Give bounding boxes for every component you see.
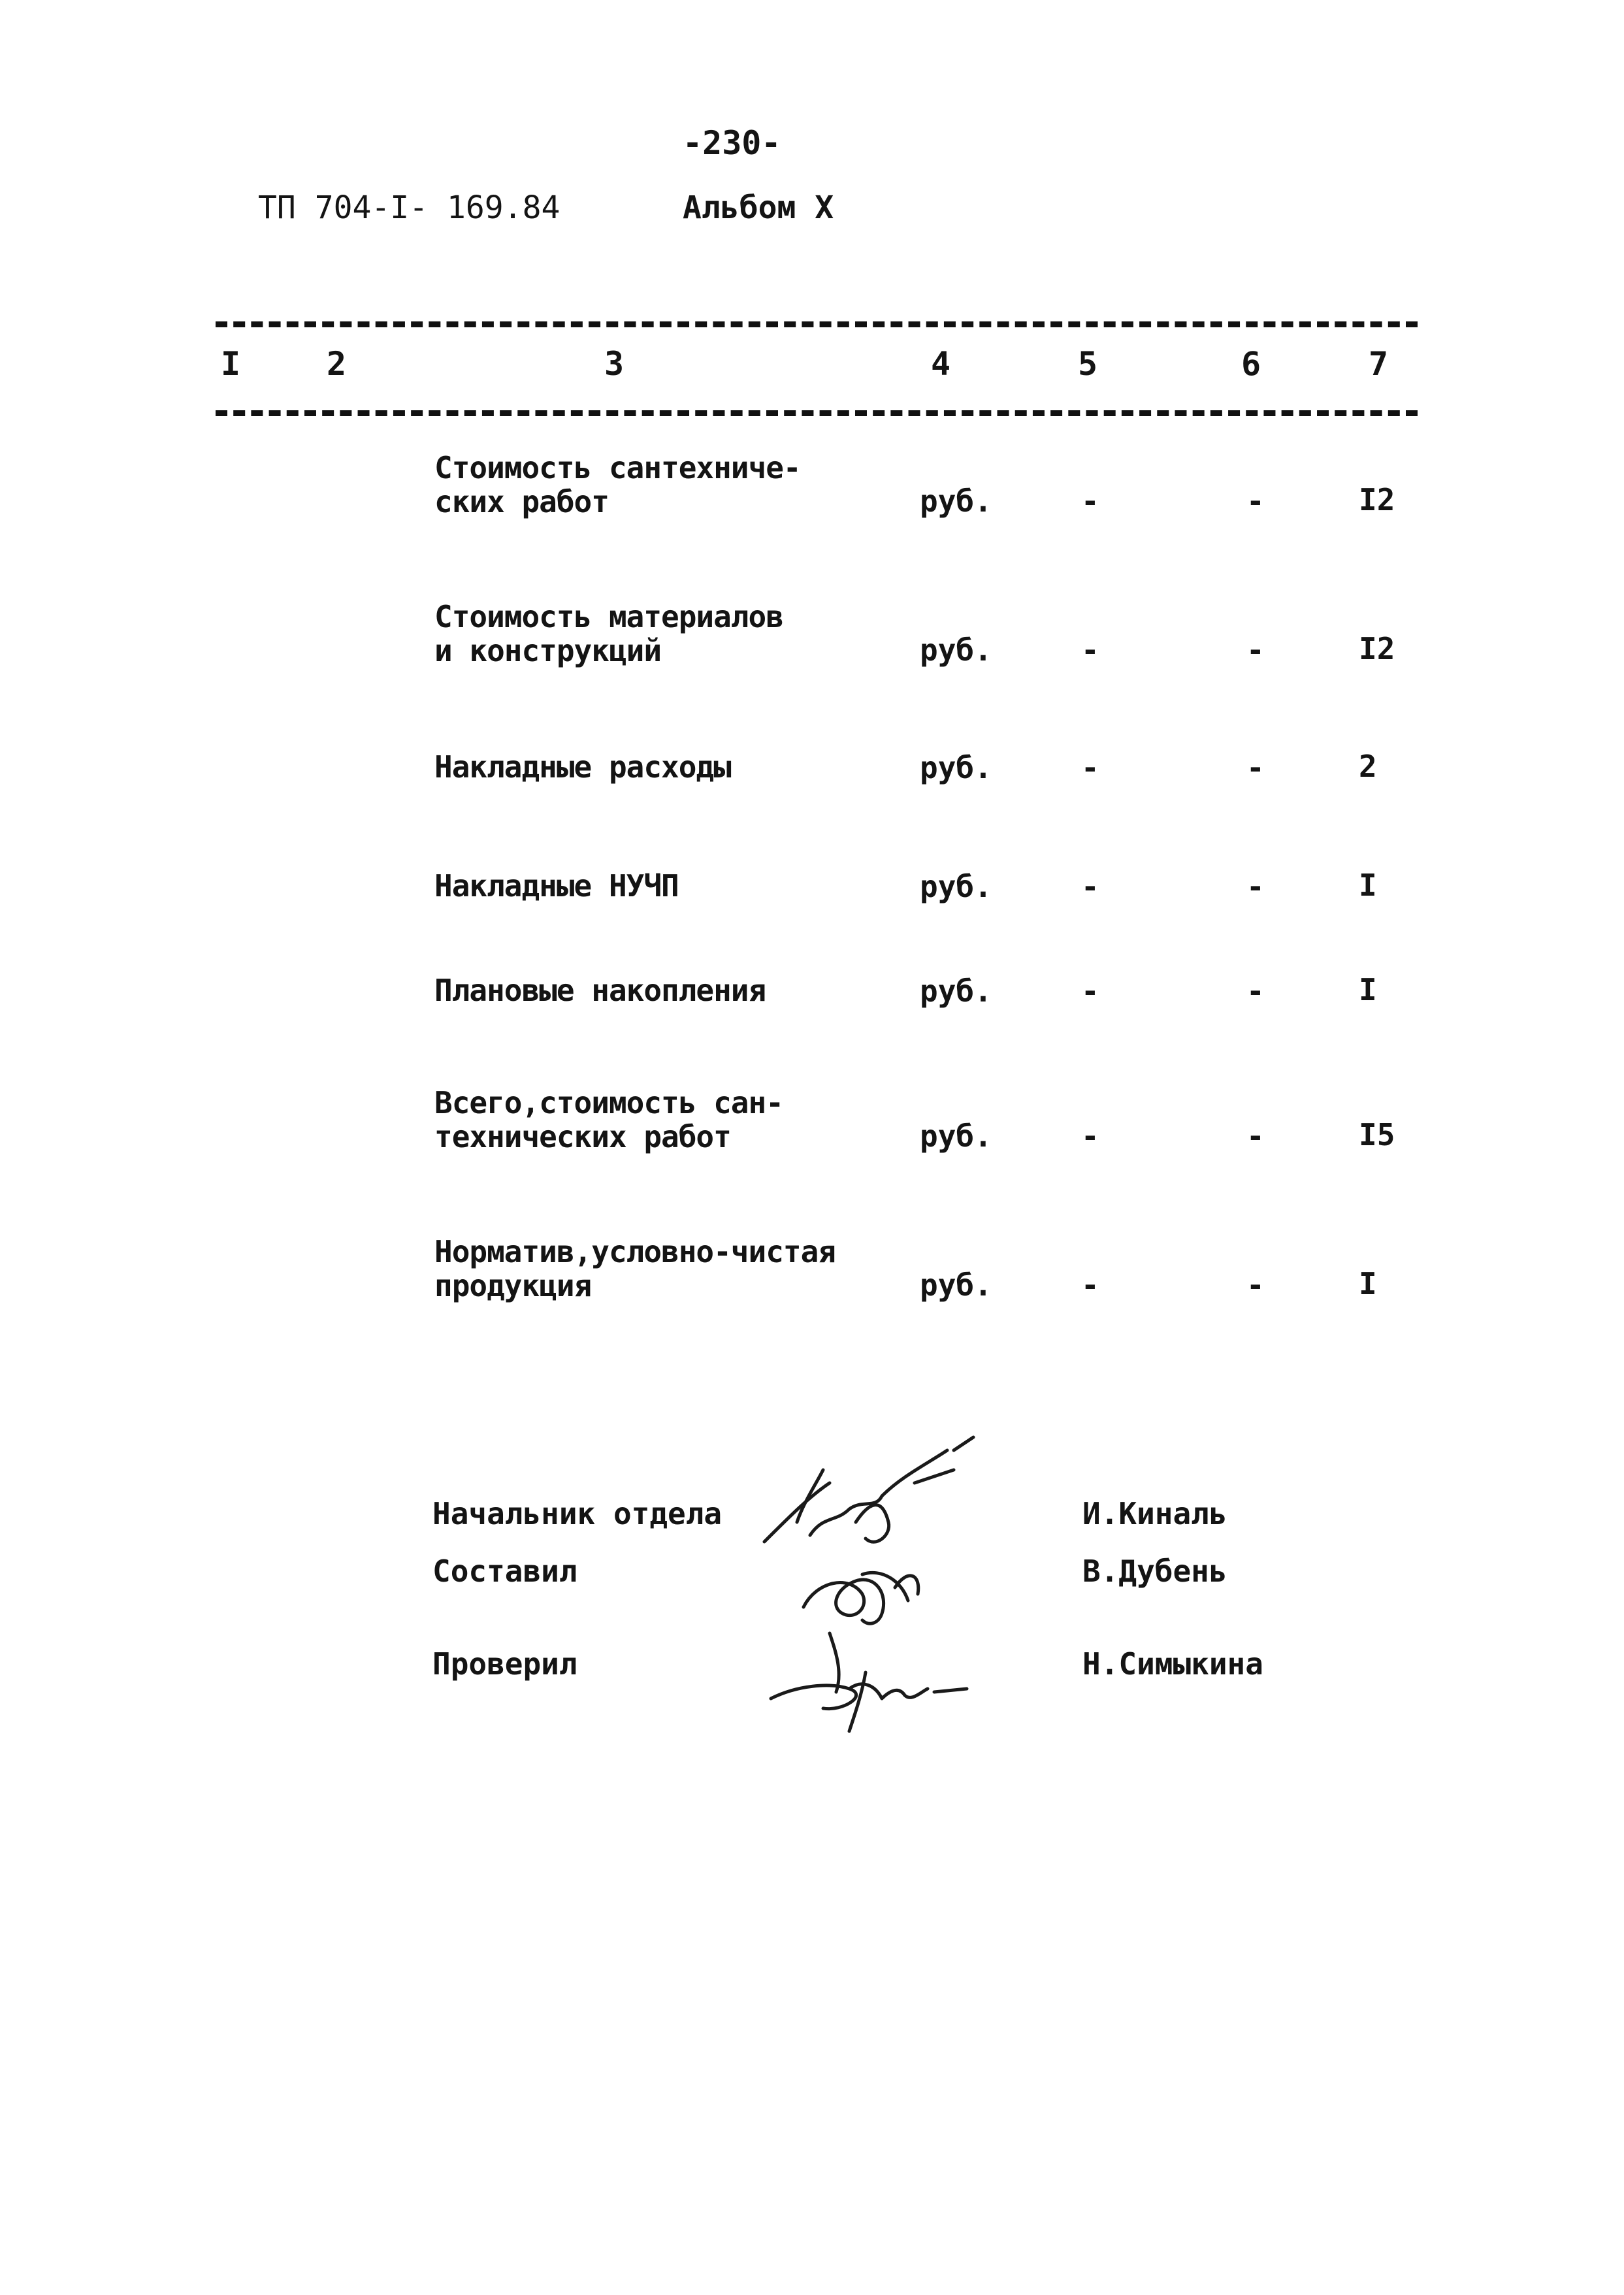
row-4-col6: - [1246,869,1265,904]
row-1-col7: I2 [1359,482,1395,517]
row-4-description: Накладные НУЧП [434,868,679,903]
row-4-unit: руб. [920,869,992,904]
row-4-col5: - [1081,869,1099,904]
row-5-col6: - [1246,973,1265,1009]
row-2-description: Стоимость материалов и конструкций [434,599,783,668]
column-header-2: 2 [327,345,347,383]
signer-3-name: Н.Симыкина [1082,1646,1263,1682]
row-7-description: Норматив,условно-чистая продукция [434,1234,836,1303]
row-3-description: Накладные расходы [434,749,731,785]
table-header-rule [216,410,1418,416]
row-1-col6: - [1246,483,1265,519]
row-5-description: Плановые накопления [434,973,766,1008]
row-7-col7: I [1359,1266,1377,1301]
row-7-unit: руб. [920,1267,992,1303]
column-header-7: 7 [1369,345,1389,383]
table-top-rule [216,321,1418,327]
document-code: ТП 704-I- 169.84 [258,189,560,226]
row-5-unit: руб. [920,973,992,1009]
row-2-col6: - [1246,632,1265,668]
signer-3-role: Проверил [432,1646,577,1682]
signer-2-role: Составил [432,1554,577,1589]
row-7-col6: - [1246,1267,1265,1303]
row-1-unit: руб. [920,483,992,519]
column-header-1: I [221,345,241,383]
row-4-col7: I [1359,868,1377,903]
row-1-description: Стоимость сантехниче- ских работ [434,450,801,519]
row-7-col5: - [1081,1267,1099,1303]
signer-2-name: В.Дубень [1082,1554,1227,1589]
row-3-col5: - [1081,750,1099,785]
page-number: -230- [683,124,781,162]
handwritten-signatures [751,1424,1026,1738]
signer-1-name: И.Киналь [1082,1496,1227,1531]
row-2-col5: - [1081,632,1099,668]
row-5-col7: I [1359,972,1377,1007]
row-6-col5: - [1081,1118,1099,1154]
row-5-col5: - [1081,973,1099,1009]
row-2-col7: I2 [1359,631,1395,666]
row-6-col6: - [1246,1118,1265,1154]
row-3-unit: руб. [920,750,992,785]
row-6-description: Всего,стоимость сан- технических работ [434,1085,783,1154]
column-header-5: 5 [1078,345,1098,383]
row-6-unit: руб. [920,1118,992,1154]
column-header-4: 4 [931,345,951,383]
signer-1-role: Начальник отдела [432,1496,723,1531]
column-header-3: 3 [604,345,625,383]
album-label: Альбом X [683,189,834,226]
row-3-col6: - [1246,750,1265,785]
row-6-col7: I5 [1359,1117,1395,1152]
column-header-6: 6 [1241,345,1261,383]
row-3-col7: 2 [1359,749,1377,784]
row-2-unit: руб. [920,632,992,668]
row-1-col5: - [1081,483,1099,519]
